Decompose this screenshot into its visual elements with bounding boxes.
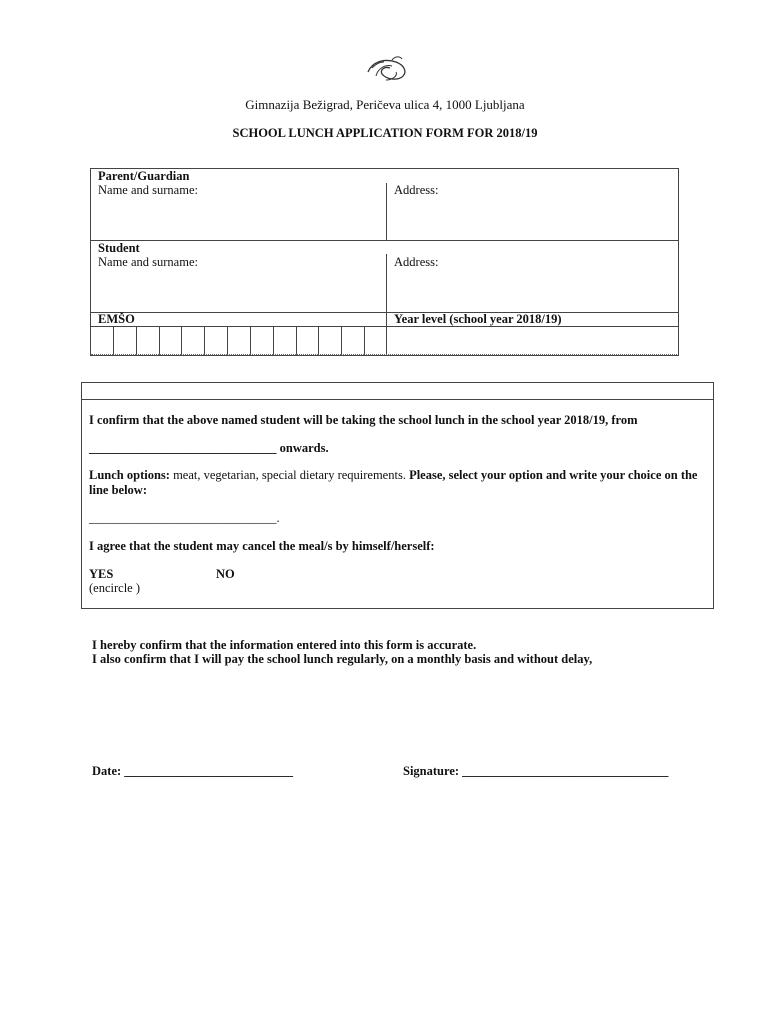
emso-digit-cell[interactable] <box>250 326 273 355</box>
student-heading: Student <box>98 241 140 255</box>
emso-digit-cell[interactable] <box>296 326 319 355</box>
emso-digit-cell[interactable] <box>273 326 296 355</box>
lunch-options-label: Lunch options: <box>89 468 170 482</box>
yes-option[interactable]: YES <box>89 567 114 581</box>
parent-name-field[interactable] <box>91 198 385 239</box>
student-address-label: Address: <box>394 255 439 269</box>
date-field[interactable]: Date: ___________________________ <box>92 764 294 778</box>
emso-label: EMŠO <box>98 312 135 326</box>
encircle-hint: (encircle ) <box>89 581 141 595</box>
student-name-label: Name and surname: <box>98 255 198 269</box>
cancel-agreement-text: I agree that the student may cancel the meal/s by himself/herself: <box>89 539 435 553</box>
no-option[interactable]: NO <box>216 567 235 581</box>
school-logo-icon <box>362 50 412 86</box>
emso-digit-cell[interactable] <box>341 326 364 355</box>
form-title: SCHOOL LUNCH APPLICATION FORM FOR 2018/19 <box>232 126 538 140</box>
emso-cells <box>91 326 387 355</box>
lunch-options-text <box>89 468 709 498</box>
parent-address-field[interactable] <box>388 198 677 239</box>
school-address-line: Gimnazija Bežigrad, Peričeva ulica 4, 1000 Ljubljana <box>245 97 525 112</box>
signature-field[interactable]: Signature: _________________________________ <box>403 764 669 778</box>
emso-digit-cell[interactable] <box>159 326 182 355</box>
parent-name-label: Name and surname: <box>98 183 198 197</box>
emso-digit-cell[interactable] <box>136 326 159 355</box>
lunch-choice-line[interactable]: ______________________________. <box>89 511 280 525</box>
emso-digit-cell[interactable] <box>113 326 136 355</box>
year-level-field[interactable] <box>388 327 677 355</box>
parent-address-label: Address: <box>394 183 439 197</box>
lunch-options-list: meat, vegetarian, special dietary requirements. <box>169 468 410 482</box>
emso-digit-cell[interactable] <box>227 326 250 355</box>
student-address-field[interactable] <box>388 270 677 311</box>
start-date-line[interactable]: ______________________________ onwards. <box>89 441 329 455</box>
confirmation-sentence: I confirm that the above named student will be taking the school lunch in the school year 2018/19, from <box>89 413 638 427</box>
emso-digit-cell[interactable] <box>204 326 227 355</box>
declaration-payment: I also confirm that I will pay the school lunch regularly, on a monthly basis and without delay, <box>92 652 593 666</box>
declaration-accuracy: I hereby confirm that the information entered into this form is accurate. <box>92 638 477 652</box>
emso-digit-cell[interactable] <box>91 326 113 355</box>
lunch-options-instruction: Please, select your option and write your choice on the line below: <box>89 468 698 497</box>
emso-digit-cell[interactable] <box>364 326 387 355</box>
parent-heading: Parent/Guardian <box>98 169 190 183</box>
emso-digit-cell[interactable] <box>318 326 341 355</box>
emso-digit-cell[interactable] <box>181 326 204 355</box>
year-level-label: Year level (school year 2018/19) <box>394 312 562 326</box>
student-name-field[interactable] <box>91 270 385 311</box>
